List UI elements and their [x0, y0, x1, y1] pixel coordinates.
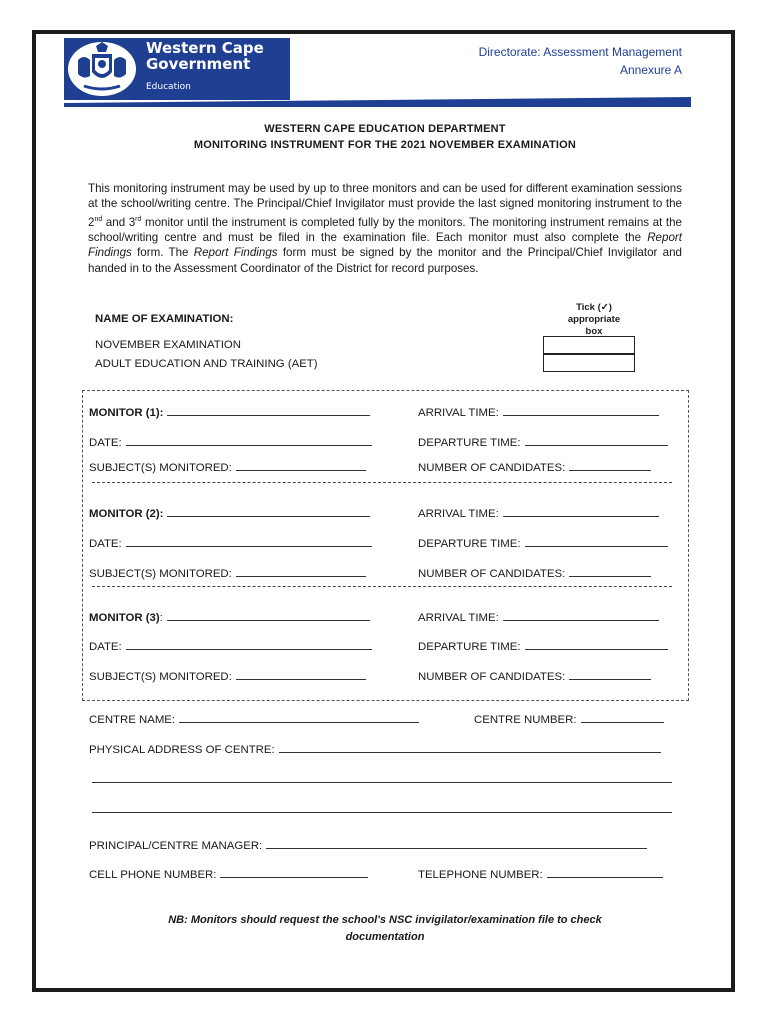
monitor-3-date-row	[89, 639, 372, 653]
monitor-1-subjects-field[interactable]	[236, 460, 366, 471]
tick-header	[549, 302, 639, 338]
intro-paragraph	[88, 181, 682, 276]
monitor-2-subjects-field[interactable]	[236, 566, 366, 577]
nb-line2: documentation	[345, 931, 425, 943]
nb-line1: NB: Monitors should request the school's NSC invigilator/examination file to check	[168, 914, 602, 926]
monitor-1-candidates-row	[418, 460, 651, 474]
address-field-line1[interactable]	[279, 742, 661, 753]
monitor-2-name-field[interactable]	[167, 506, 370, 517]
monitor-1-subjects-row	[89, 460, 366, 474]
intro-sup-2: rd	[135, 215, 142, 223]
monitor-3-label: MONITOR (3)	[89, 612, 160, 624]
logo-text-line1: Western Cape	[146, 39, 264, 57]
address-field-line3[interactable]	[92, 812, 672, 813]
principal-field[interactable]	[266, 838, 647, 849]
monitor-3-departure-label: DEPARTURE TIME:	[418, 641, 521, 653]
monitor-2-subjects-label: SUBJECT(S) MONITORED:	[89, 568, 232, 580]
centre-name-field[interactable]	[179, 712, 419, 723]
monitor-2-date-label: DATE:	[89, 538, 122, 550]
exam-name-label: NAME OF EXAMINATION:	[95, 313, 234, 325]
monitor-3-candidates-row	[418, 669, 651, 683]
centre-number-field[interactable]	[581, 712, 664, 723]
logo-subtext: Education	[146, 82, 191, 92]
monitor-2-date-row	[89, 536, 372, 550]
telephone-field[interactable]	[547, 867, 663, 878]
tick-header-line3: box	[585, 326, 603, 337]
cell-field[interactable]	[220, 867, 368, 878]
option-aet-label: ADULT EDUCATION AND TRAINING (AET)	[95, 358, 318, 370]
monitor-3-label-colon: :	[159, 612, 163, 624]
title-line1: WESTERN CAPE EDUCATION DEPARTMENT	[264, 123, 506, 135]
monitor-2-row	[89, 506, 370, 520]
monitor-3-departure-field[interactable]	[525, 639, 668, 650]
telephone-row	[418, 867, 663, 881]
title-line2: MONITORING INSTRUMENT FOR THE 2021 NOVEMBER EXAMINATION	[193, 139, 577, 151]
centre-name-row	[89, 712, 419, 726]
principal-row	[89, 838, 647, 852]
monitor-3-candidates-label: NUMBER OF CANDIDATES:	[418, 671, 566, 683]
monitor-1-departure-field[interactable]	[525, 435, 668, 446]
cell-row	[89, 867, 368, 881]
monitor-2-candidates-label: NUMBER OF CANDIDATES:	[418, 568, 566, 580]
monitor-1-date-field[interactable]	[126, 435, 372, 446]
monitor-3-arrival-row	[418, 610, 659, 624]
monitor-1-arrival-field[interactable]	[503, 405, 659, 416]
monitor-separator-1	[92, 482, 672, 483]
intro-text-1: This monitoring instrument may be used by up to three monitors and can be used for different examination sessions at the school/writing centre. The Principal/Chief Invigilator must provide the last signed monitoring instrument to the 2	[88, 182, 682, 229]
centre-name-label: CENTRE NAME:	[89, 714, 176, 726]
monitor-2-date-field[interactable]	[126, 536, 372, 547]
monitor-3-candidates-field[interactable]	[569, 669, 651, 680]
monitor-2-departure-field[interactable]	[525, 536, 668, 547]
option-november-label: NOVEMBER EXAMINATION	[95, 339, 241, 351]
coat-of-arms-icon	[66, 40, 138, 98]
monitor-2-departure-row	[418, 536, 668, 550]
monitor-3-arrival-label: ARRIVAL TIME:	[418, 612, 499, 624]
monitor-3-date-field[interactable]	[126, 639, 372, 650]
monitor-1-row	[89, 405, 370, 419]
intro-italic-1: Report Findings	[88, 231, 682, 260]
tick-header-line2: appropriate	[567, 314, 621, 325]
intro-text-3: monitor until the instrument is completed fully by the monitors. The monitoring instrument remains at the school/writing centre and must be filed in the examination file. Each monitor must also complete the	[88, 215, 682, 245]
monitor-1-candidates-label: NUMBER OF CANDIDATES:	[418, 462, 566, 474]
monitor-1-candidates-field[interactable]	[569, 460, 651, 471]
aet-checkbox[interactable]	[543, 354, 635, 372]
monitor-1-name-field[interactable]	[167, 405, 370, 416]
monitor-3-subjects-label: SUBJECT(S) MONITORED:	[89, 671, 232, 683]
monitor-2-candidates-field[interactable]	[569, 566, 651, 577]
intro-sup-1: nd	[94, 215, 103, 223]
centre-number-row	[474, 712, 664, 726]
monitor-1-date-label: DATE:	[89, 437, 122, 449]
monitor-3-subjects-row	[89, 669, 366, 683]
monitor-3-date-label: DATE:	[89, 641, 122, 653]
monitor-2-candidates-row	[418, 566, 651, 580]
monitor-2-subjects-row	[89, 566, 366, 580]
monitor-1-departure-row	[418, 435, 668, 449]
monitor-2-arrival-label: ARRIVAL TIME:	[418, 508, 499, 520]
telephone-label: TELEPHONE NUMBER:	[418, 869, 543, 881]
monitor-1-arrival-row	[418, 405, 659, 419]
monitor-separator-2	[92, 586, 672, 587]
monitor-1-subjects-label: SUBJECT(S) MONITORED:	[89, 462, 232, 474]
directorate-block	[479, 43, 682, 79]
address-field-line2[interactable]	[92, 782, 672, 783]
monitor-2-arrival-field[interactable]	[503, 506, 659, 517]
november-checkbox[interactable]	[543, 336, 635, 354]
annexure-text: Annexure A	[619, 63, 682, 77]
monitor-3-name-field[interactable]	[167, 610, 370, 621]
monitor-3-departure-row	[418, 639, 668, 653]
monitor-3-row	[89, 610, 370, 624]
monitor-1-date-row	[89, 435, 372, 449]
monitor-1-label: MONITOR (1):	[89, 407, 164, 419]
tick-header-line1: Tick (✓)	[576, 302, 612, 313]
intro-text-2: and 3	[102, 215, 136, 229]
address-label: PHYSICAL ADDRESS OF CENTRE:	[89, 744, 275, 756]
intro-text-5: form must be signed by the monitor and the Principal/Chief Invigilator and handed in to the Assessment Coordinator of the District for record purposes.	[88, 246, 682, 275]
cell-label: CELL PHONE NUMBER:	[89, 869, 217, 881]
nb-note	[100, 912, 670, 946]
centre-number-label: CENTRE NUMBER:	[474, 714, 577, 726]
monitor-2-arrival-row	[418, 506, 659, 520]
monitor-3-subjects-field[interactable]	[236, 669, 366, 680]
monitor-2-departure-label: DEPARTURE TIME:	[418, 538, 521, 550]
monitor-1-departure-label: DEPARTURE TIME:	[418, 437, 521, 449]
intro-text-4: form. The	[131, 246, 194, 260]
principal-label: PRINCIPAL/CENTRE MANAGER:	[89, 840, 263, 852]
directorate-text: Directorate: Assessment Management	[478, 45, 682, 59]
address-row	[89, 742, 661, 756]
intro-italic-2: Report Findings	[193, 246, 278, 260]
monitor-1-arrival-label: ARRIVAL TIME:	[418, 407, 499, 419]
monitor-3-arrival-field[interactable]	[503, 610, 659, 621]
monitor-2-label: MONITOR (2):	[89, 508, 164, 520]
logo-text-line2: Government	[146, 55, 251, 73]
